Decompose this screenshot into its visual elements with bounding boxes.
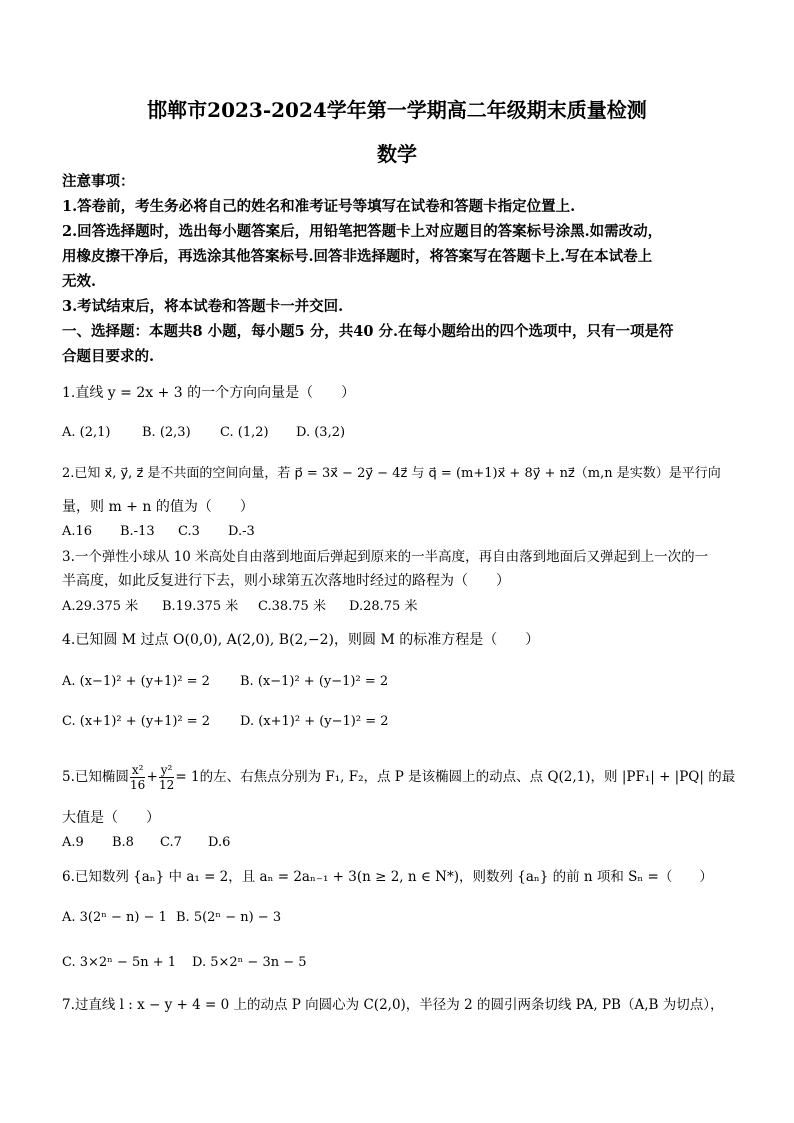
question-5-option-d: D.6 <box>208 835 231 850</box>
question-3-stem-line-1: 3.一个弹性小球从 10 米高处自由落到地面后弹起到原来的一半高度，再自由落到地面后又弹起到上一次的一 <box>62 549 709 565</box>
note-2-line-3: 无效. <box>62 273 97 290</box>
section-heading-line-2: 合题目要求的. <box>62 348 155 365</box>
question-2-option-d: D.-3 <box>228 524 255 539</box>
question-5-option-c: C.7 <box>160 835 182 850</box>
plus-sign: + <box>146 769 158 785</box>
question-1-option-d: D. (3,2) <box>296 425 346 440</box>
ellipse-y-fraction <box>159 763 175 792</box>
note-2-line-2: 用橡皮擦干净后，再选涂其他答案标号.回答非选择题时，将答案写在答题卡上.写在本试卷上 <box>62 248 653 265</box>
question-5-prefix: 5.已知椭圆 <box>62 769 129 785</box>
question-5-stem-line-1 <box>62 760 735 794</box>
question-6-option-d: D. 5×2ⁿ − 3n − 5 <box>192 955 307 970</box>
question-4-option-b: B. (x−1)² + (y−1)² = 2 <box>240 674 389 689</box>
notes-heading: 注意事项： <box>62 173 135 190</box>
question-6-option-b: B. 5(2ⁿ − n) − 3 <box>176 910 282 925</box>
question-2-stem-line-1: 2.已知 x⃗, y⃗, z⃗ 是不共面的空间向量，若 p⃗ = 3x⃗ − 2y⃗ − 4z⃗ 与 q⃗ = (m+1)x⃗ + 8y⃗ + nz⃗（m,n 是实数）是平行向 <box>62 466 721 481</box>
question-2-option-a: A.16 <box>62 524 93 539</box>
question-3-stem-line-2: 半高度，如此反复进行下去，则小球第五次落地时经过的路程为（ ） <box>62 573 510 589</box>
question-4-option-a: A. (x−1)² + (y+1)² = 2 <box>62 674 210 689</box>
fraction-numerator-x: x² <box>131 763 144 777</box>
question-5-option-b: B.8 <box>112 835 134 850</box>
question-2-option-c: C.3 <box>178 524 200 539</box>
question-4-option-d: D. (x+1)² + (y−1)² = 2 <box>240 714 389 729</box>
question-1-stem: 1.直线 y = 2x + 3 的一个方向向量是（ ） <box>62 385 356 401</box>
question-2-stem-line-2: 量，则 m + n 的值为（ ） <box>62 499 254 515</box>
question-1-option-b: B. (2,3) <box>142 425 191 440</box>
question-1-option-a: A. (2,1) <box>62 425 111 440</box>
question-5-option-a: A.9 <box>62 835 84 850</box>
question-4-stem: 4.已知圆 M 过点 O(0,0), A(2,0), B(2,−2)，则圆 M 的标准方程是（ ） <box>62 632 540 648</box>
ellipse-x-fraction <box>130 763 146 792</box>
section-heading-line-1: 一、选择题：本题共8 小题，每小题5 分，共40 分.在每小题给出的四个选项中，只有一项是符 <box>62 323 674 340</box>
question-7-stem: 7.过直线 l : x − y + 4 = 0 上的动点 P 向圆心为 C(2,0)，半径为 2 的圆引两条切线 PA, PB（A,B 为切点）， <box>62 997 724 1013</box>
question-5-suffix: = 1的左、右焦点分别为 F₁, F₂，点 P 是该椭圆上的动点、点 Q(2,1)，则 |PF₁| + |PQ| 的最 <box>175 769 736 785</box>
question-3-option-d: D.28.75 米 <box>349 599 418 614</box>
note-1: 1.答卷前，考生务必将自己的姓名和准考证号等填写在试卷和答题卡指定位置上. <box>62 198 576 215</box>
question-6-option-c: C. 3×2ⁿ − 5n + 1 <box>62 955 177 970</box>
question-5-stem-line-2: 大值是（ ） <box>62 810 160 826</box>
question-6-stem: 6.已知数列 {aₙ} 中 a₁ = 2，且 aₙ = 2aₙ₋₁ + 3(n ≥ 2, n ∈ N*)，则数列 {aₙ} 的前 n 项和 Sₙ =（ ） <box>62 869 713 885</box>
fraction-denominator-12: 12 <box>158 778 175 792</box>
question-6-option-a: A. 3(2ⁿ − n) − 1 <box>62 910 167 925</box>
subject-title: 数学 <box>377 142 417 166</box>
note-3: 3.考试结束后，将本试卷和答题卡一并交回. <box>62 298 344 315</box>
note-2-line-1: 2.回答选择题时，选出每小题答案后，用铅笔把答题卡上对应题目的答案标号涂黑.如需改动， <box>62 223 663 240</box>
fraction-denominator-16: 16 <box>130 778 146 792</box>
question-4-option-c: C. (x+1)² + (y+1)² = 2 <box>62 714 211 729</box>
question-3-option-c: C.38.75 米 <box>258 599 326 614</box>
fraction-numerator-y: y² <box>160 763 173 777</box>
question-3-option-b: B.19.375 米 <box>162 599 239 614</box>
question-2-option-b: B.-13 <box>120 524 155 539</box>
exam-title: 邯郸市2023-2024学年第一学期高二年级期末质量检测 <box>147 98 647 122</box>
question-3-option-a: A.29.375 米 <box>62 599 139 614</box>
question-1-option-c: C. (1,2) <box>220 425 269 440</box>
